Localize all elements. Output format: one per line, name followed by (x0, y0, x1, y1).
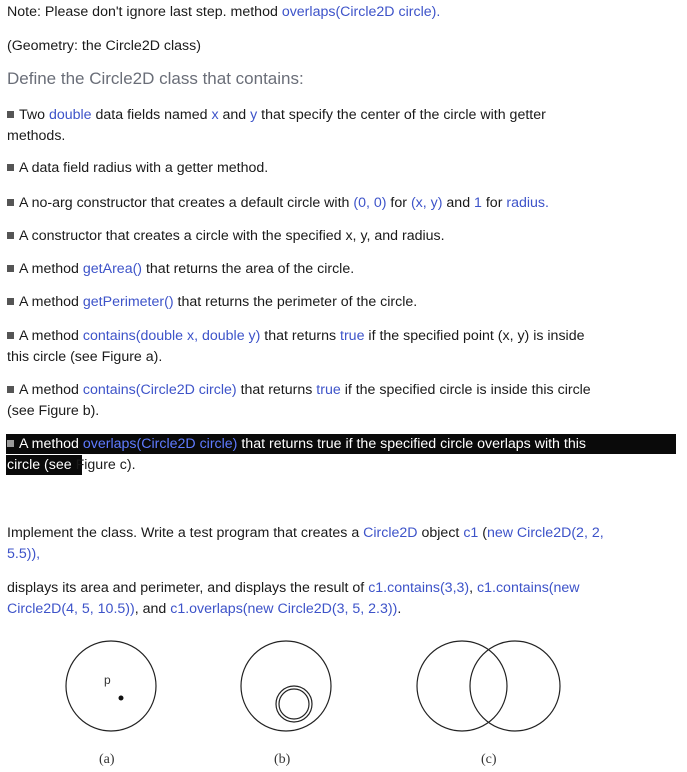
implement-line-1: Implement the class. Write a test program that creates a Circle2D object c1 (new Circle2D(2, 2, (7, 525, 604, 541)
bullet-icon (7, 332, 14, 339)
section-heading: Define the Circle2D class that contains: (7, 69, 304, 88)
bullet-icon (7, 386, 14, 393)
inner-circle-b (276, 686, 312, 722)
implement-line-2: 5.5)), (7, 546, 41, 562)
bullet-contains-point: A method contains(double x, double y) that returns true if the specified point (x, y) is inside (7, 327, 584, 346)
implement-line-4: Circle2D(4, 5, 10.5)), and c1.overlaps(new Circle2D(3, 5, 2.3)). (7, 601, 402, 617)
bullet-icon (7, 298, 14, 305)
bullet-icon (7, 440, 14, 447)
figure-a (66, 641, 156, 767)
inner-circle-b-2 (279, 689, 309, 719)
point-label: p (104, 673, 111, 687)
bullet-data-fields: Two double data fields named x and y that specify the center of the circle with getter (7, 106, 546, 125)
bullet-overlaps: A method overlaps(Circle2D circle) that returns true if the specified circle overlaps with this (7, 435, 586, 454)
circle-c-left (417, 641, 507, 731)
circle-c-right (470, 641, 560, 731)
bullet-icon (7, 111, 14, 118)
bullet-constructor: A constructor that creates a circle with the specified x, y, and radius. (7, 227, 445, 246)
bullet-radius-field: A data field radius with a getter method. (7, 159, 268, 178)
bullet-icon (7, 265, 14, 272)
bullet-noarg-constructor: A no-arg constructor that creates a default circle with (0, 0) for (x, y) and 1 for radius. (7, 194, 549, 213)
caption-c: (c) (481, 752, 497, 767)
bullet-get-area: A method getArea() that returns the area of the circle. (7, 260, 354, 279)
implement-line-3: displays its area and perimeter, and displays the result of c1.contains(3,3), c1.contains(new (7, 580, 580, 596)
bullet-overlaps-cont: circle (see Figure c). (7, 457, 136, 473)
bullet-get-perimeter: A method getPerimeter() that returns the perimeter of the circle. (7, 293, 417, 312)
caption-b: (b) (274, 752, 291, 767)
figure-c (417, 641, 560, 767)
outer-circle-b (241, 641, 331, 731)
bullet-contains-circle: A method contains(Circle2D circle) that returns true if the specified circle is inside this circle (7, 381, 591, 400)
bullet-icon (7, 232, 14, 239)
figure-b (241, 641, 331, 767)
circle-a (66, 641, 156, 731)
geometry-line: (Geometry: the Circle2D class) (7, 38, 201, 54)
point-p (119, 696, 124, 701)
caption-a: (a) (99, 752, 115, 767)
bullet-icon (7, 164, 14, 171)
bullet-contains-point-cont: this circle (see Figure a). (7, 349, 163, 365)
figures (0, 640, 687, 772)
bullet-icon (7, 199, 14, 206)
note-method-link: overlaps(Circle2D circle). (281, 4, 441, 20)
bullet-data-fields-cont: methods. (7, 128, 66, 144)
bullet-contains-circle-cont: (see Figure b). (7, 403, 100, 419)
note-line: Note: Please don't ignore last step. method overlaps(Circle2D circle). (7, 4, 441, 20)
